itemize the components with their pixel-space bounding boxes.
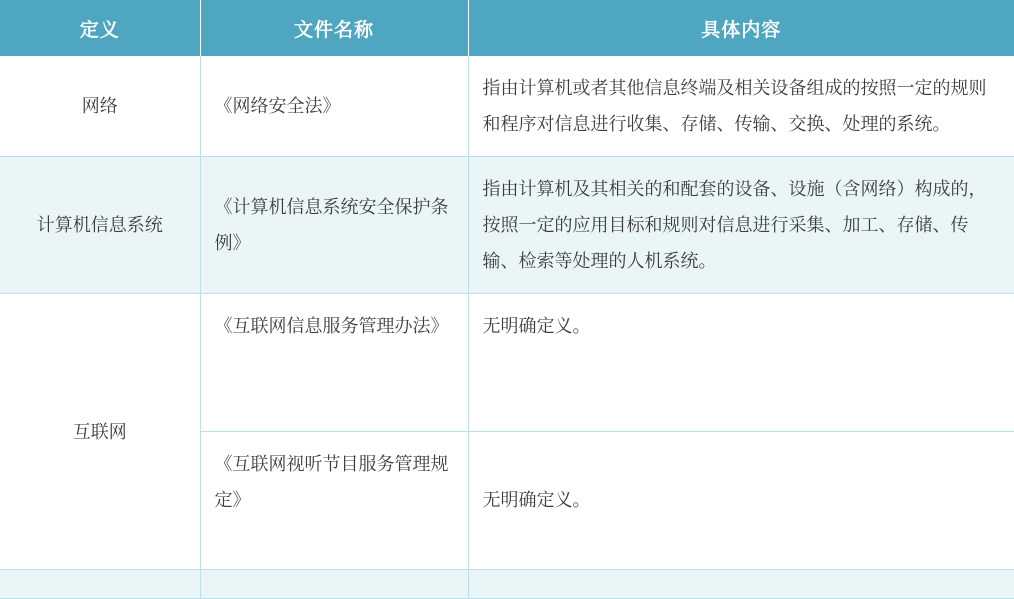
table-body <box>0 56 1014 599</box>
cell-content: 无明确定义。 <box>468 294 1014 432</box>
table-row <box>0 157 1014 294</box>
cell-content <box>468 570 1014 599</box>
cell-document <box>200 570 468 599</box>
cell-content: 指由计算机或者其他信息终端及相关设备组成的按照一定的规则和程序对信息进行收集、存储、传输、交换、处理的系统。 <box>468 56 1014 157</box>
cell-term <box>0 570 200 599</box>
cell-content: 指由计算机及其相关的和配套的设备、设施（含网络）构成的，按照一定的应用目标和规则对信息进行采集、加工、存储、传输、检索等处理的人机系统。 <box>468 157 1014 294</box>
table-header <box>0 0 1014 56</box>
column-header-content: 具体内容 <box>468 0 1014 56</box>
cell-term: 计算机信息系统 <box>0 157 200 294</box>
table-header-row <box>0 0 1014 56</box>
cell-term: 网络 <box>0 56 200 157</box>
cell-document: 《计算机信息系统安全保护条例》 <box>200 157 468 294</box>
column-header-document: 文件名称 <box>200 0 468 56</box>
cell-document: 《互联网视听节目服务管理规定》 <box>200 432 468 570</box>
table-row <box>0 56 1014 157</box>
column-header-term: 定义 <box>0 0 200 56</box>
cell-document: 《网络安全法》 <box>200 56 468 157</box>
table-row <box>0 294 1014 432</box>
table-row-partial <box>0 570 1014 599</box>
cell-term: 互联网 <box>0 294 200 570</box>
cell-content: 无明确定义。 <box>468 432 1014 570</box>
cell-document: 《互联网信息服务管理办法》 <box>200 294 468 432</box>
